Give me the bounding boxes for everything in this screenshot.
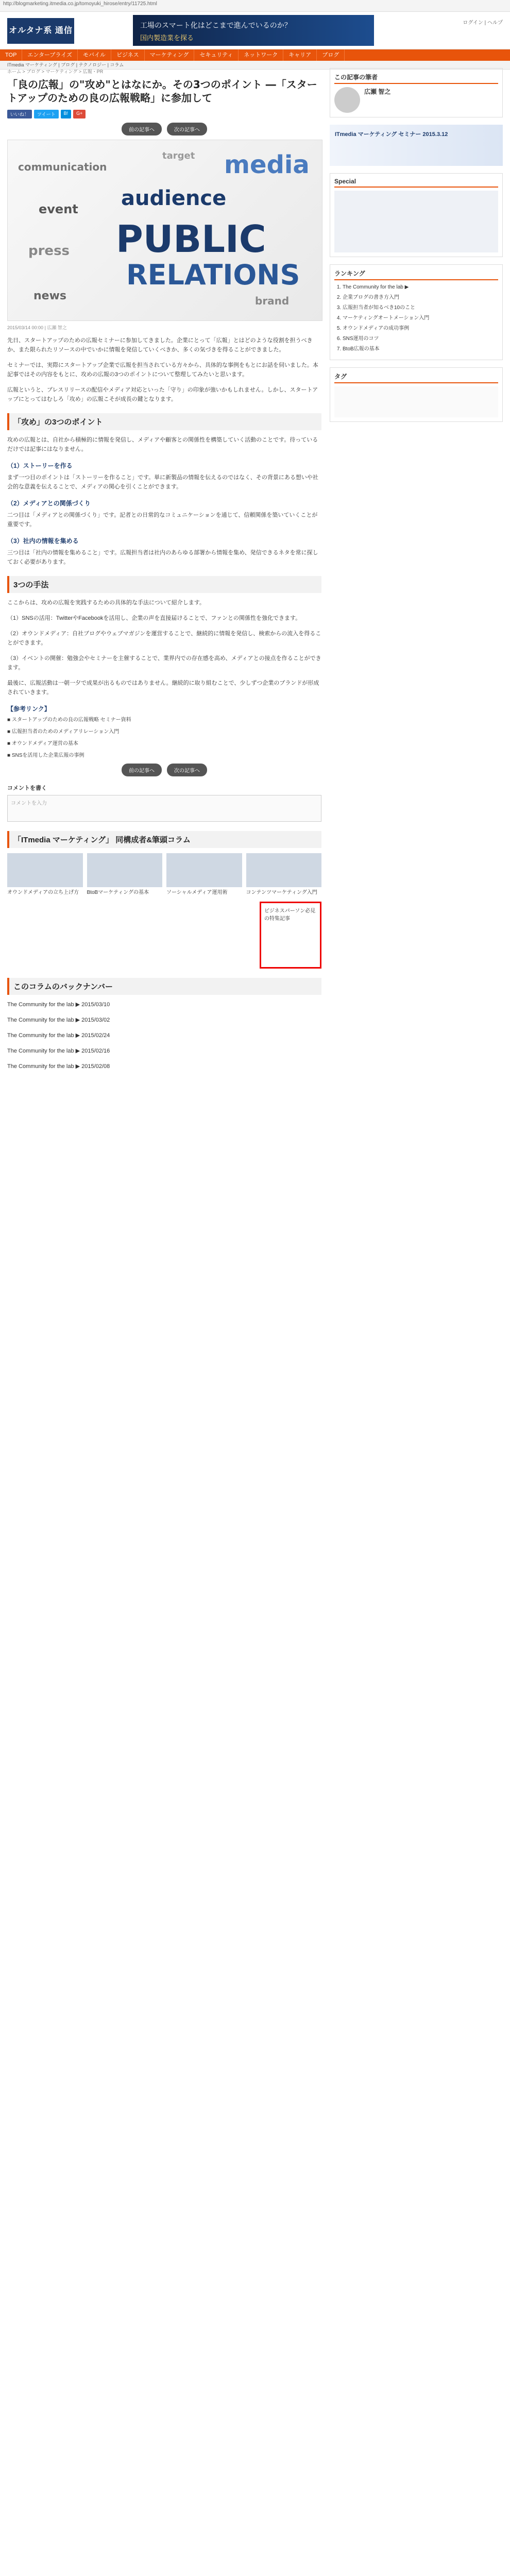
hero-word: news <box>33 290 67 302</box>
tags-box <box>330 367 503 422</box>
url-text: http://blogmarketing.itmedia.co.jp/tomoyuki_hirose/entry/11725.html <box>3 1 157 7</box>
twitter-share-button[interactable]: ツイート <box>34 110 59 118</box>
hero-word: audience <box>121 187 227 210</box>
reference-link[interactable]: ■ スタートアップのための良の広報戦略 セミナー資料 <box>7 717 131 723</box>
header-banner[interactable] <box>133 15 374 46</box>
body-paragraph: セミナーでは、実際にスタートアップ企業で広報を担当されている方々から、具体的な事例をもとにお話を伺いました。本記事ではその内容をもとに、攻めの広報の3つのポイントについて整理してみたいと思います。 <box>7 362 318 378</box>
avatar <box>334 87 360 113</box>
subsection-heading: （1）ストーリーを作る <box>7 462 73 469</box>
nav-item[interactable]: セキュリティ <box>194 49 239 61</box>
reference-link[interactable]: ■ 広報担当者のためのメディアリレーション入門 <box>7 729 120 735</box>
site-logo[interactable]: オルタナ系 通信 <box>7 18 74 44</box>
related-grid <box>7 853 321 896</box>
highlighted-promo-box[interactable]: ビジネスパーソン必見の特集記事 <box>260 902 321 969</box>
reference-link[interactable]: ■ SNSを活用した企業広報の事例 <box>7 753 84 758</box>
body-paragraph: 先日、スタートアップのための広報セミナーに参加してきました。企業にとって「広報」とはどのような役割を担うべきか、また限られたリソースの中でいかに情報を発信していくべきか、多くの気づきを得ることができました。 <box>7 337 313 353</box>
related-heading: 「ITmedia マーケティング」 同構成者&筆頭コラム <box>7 831 321 848</box>
nav-item[interactable]: TOP <box>0 49 22 61</box>
related-thumbnail <box>7 853 83 887</box>
related-card[interactable] <box>166 853 242 896</box>
related-card[interactable] <box>87 853 163 896</box>
nav-item[interactable]: マーケティング <box>145 49 195 61</box>
section-heading: 3つの手法 <box>7 576 321 593</box>
reference-link[interactable]: ■ オウンドメディア運営の基本 <box>7 741 78 747</box>
body-paragraph: ここからは、攻めの広報を実践するための具体的な手法について紹介します。 <box>7 600 205 606</box>
comment-input[interactable]: コメントを入力 <box>7 795 321 822</box>
body-paragraph: （1）SNSの活用：TwitterやFacebookを活用し、企業の声を直接届けることで、ファンとの関係性を強化できます。 <box>7 615 301 621</box>
next-article-button[interactable]: 次の記事へ <box>167 123 207 135</box>
references-heading: 【参考リンク】 <box>7 705 50 713</box>
author-name[interactable]: 広瀬 智之 <box>364 88 391 95</box>
nav-item[interactable]: モバイル <box>78 49 111 61</box>
hero-word-cloud-image <box>7 140 322 321</box>
related-thumbnail <box>246 853 322 887</box>
profile-title: この記事の筆者 <box>334 73 498 84</box>
prev-article-button[interactable]: 前の記事へ <box>122 123 162 135</box>
related-title: オウンドメディアの立ち上げ方 <box>7 890 79 895</box>
main-nav <box>0 49 510 61</box>
hero-word: event <box>39 202 78 216</box>
ranking-item[interactable]: 2. 企業ブログの書き方入門 <box>343 294 498 302</box>
section-heading: 「攻め」の3つのポイント <box>7 413 321 430</box>
ranking-item[interactable]: 5. オウンドメディアの成功事例 <box>343 325 498 333</box>
article-nav-top <box>7 123 321 135</box>
special-box <box>330 173 503 257</box>
comment-label: コメントを書く <box>7 785 47 791</box>
hero-word: PUBLIC <box>116 217 266 261</box>
sub-nav[interactable]: ITmedia マーケティング | ブログ | テクノロジー | コラム <box>0 61 510 70</box>
back-number-item[interactable]: The Community for the lab ▶ 2015/02/08 <box>7 1063 110 1070</box>
ranking-item[interactable]: 1. The Community for the lab ▶ <box>343 283 498 292</box>
ranking-item[interactable]: 3. 広報担当者が知るべき10のこと <box>343 304 498 312</box>
share-bar <box>7 110 321 118</box>
nav-item[interactable]: ネットワーク <box>239 49 283 61</box>
site-header <box>0 12 510 49</box>
related-title: コンテンツマーケティング入門 <box>246 890 317 895</box>
seminar-banner[interactable]: ITmedia マーケティング セミナー 2015.3.12 <box>330 125 503 166</box>
ranking-list <box>334 283 498 353</box>
back-number-item[interactable]: The Community for the lab ▶ 2015/03/10 <box>7 1002 110 1008</box>
subsection-heading: （2）メディアとの関係づくり <box>7 500 91 507</box>
ranking-box <box>330 264 503 360</box>
body-paragraph: 攻めの広報とは、自社から積極的に情報を発信し、メディアや顧客との関係性を構築していく活動のことです。待っているだけでは記事にはなりません。 <box>7 437 318 452</box>
body-paragraph: 広報というと、プレスリリースの配信やメディア対応といった「守り」の印象が強いかもしれません。しかし、スタートアップにとってはむしろ「攻め」の広報こそが成長の鍵となります。 <box>7 387 318 402</box>
subsection-heading: （3）社内の情報を集める <box>7 537 79 545</box>
article-meta: 2015/03/14 00:00 | 広瀬 智之 <box>7 325 67 330</box>
hero-word: brand <box>255 295 290 307</box>
banner-line2: 国内製造業を探る <box>140 34 194 42</box>
reference-links <box>7 704 321 759</box>
related-thumbnail <box>166 853 242 887</box>
tags-area[interactable] <box>334 386 498 417</box>
body-paragraph: 三つ目は「社内の情報を集めること」です。広報担当者は社内のあらゆる部署から情報を集め、発信できるネタを常に探しておく必要があります。 <box>7 550 318 565</box>
hatena-bookmark-button[interactable]: B! <box>61 110 72 118</box>
sidebar <box>330 68 503 429</box>
url-bar <box>0 0 510 12</box>
author-profile <box>330 68 503 117</box>
nav-item[interactable]: ブログ <box>317 49 345 61</box>
body-paragraph: まず一つ目のポイントは「ストーリーを作ること」です。単に新製品の情報を伝えるのではなく、その背景にある想いや社会的な意義を伝えることで、メディアの関心を引くことができます。 <box>7 474 318 490</box>
promo-row <box>7 902 321 969</box>
ranking-item[interactable]: 6. SNS運用のコツ <box>343 335 498 343</box>
ranking-item[interactable]: 7. BtoB広報の基本 <box>343 345 498 353</box>
special-title: Special <box>334 178 498 188</box>
next-article-button[interactable]: 次の記事へ <box>167 764 207 776</box>
main-content <box>7 68 321 1077</box>
related-card[interactable] <box>246 853 322 896</box>
back-number-item[interactable]: The Community for the lab ▶ 2015/02/16 <box>7 1048 110 1054</box>
special-image[interactable] <box>334 191 498 252</box>
nav-item[interactable]: エンタープライズ <box>22 49 78 61</box>
related-thumbnail <box>87 853 163 887</box>
tags-title: タグ <box>334 372 498 383</box>
body-paragraph: （3）イベントの開催：勉強会やセミナーを主催することで、業界内での存在感を高め、メディアとの接点を作ることができます。 <box>7 655 321 671</box>
hero-word: RELATIONS <box>126 259 300 291</box>
ranking-item[interactable]: 4. マーケティングオートメーション入門 <box>343 314 498 323</box>
header-links[interactable]: ログイン | ヘルプ <box>463 20 503 26</box>
banner-line1: 工場のスマート化はどこまで進んでいるのか？ <box>140 21 292 29</box>
facebook-share-button[interactable]: いいね！ <box>7 110 32 118</box>
hero-word: press <box>28 243 70 259</box>
back-number-item[interactable]: The Community for the lab ▶ 2015/02/24 <box>7 1032 110 1039</box>
hero-word: communication <box>18 161 107 173</box>
google-plus-button[interactable]: G+ <box>73 110 86 118</box>
hero-word: target <box>162 150 195 161</box>
nav-item[interactable]: ビジネス <box>111 49 145 61</box>
related-card[interactable] <box>7 853 83 896</box>
ranking-title: ランキング <box>334 269 498 280</box>
body-paragraph: （2）オウンドメディア：自社ブログやウェブマガジンを運営することで、継続的に情報を発信し、検索からの流入を得ることができます。 <box>7 631 321 646</box>
breadcrumb[interactable]: ホーム > ブログ > マーケティング > 広報・PR <box>7 69 104 74</box>
article-nav-bottom <box>7 764 321 776</box>
body-paragraph: 最後に、広報活動は一朝一夕で成果が出るものではありません。継続的に取り組むことで、少しずつ企業のブランドが形成されていきます。 <box>7 680 319 696</box>
prev-article-button[interactable]: 前の記事へ <box>122 764 162 776</box>
body-paragraph: 二つ目は「メディアとの関係づくり」です。記者との日常的なコミュニケーションを通じて、信頼関係を築いていくことが重要です。 <box>7 512 318 528</box>
hero-word: media <box>224 150 310 179</box>
back-number-item[interactable]: The Community for the lab ▶ 2015/03/02 <box>7 1017 110 1023</box>
nav-item[interactable]: キャリア <box>283 49 317 61</box>
related-title: BtoBマーケティングの基本 <box>87 890 149 895</box>
related-title: ソーシャルメディア運用術 <box>166 890 228 895</box>
article-title: 「良の広報」の"攻め"とはなにか。その3つのポイント ―「スタートアップのための良の広報戦略」に参加して <box>7 78 317 104</box>
back-number-heading: このコラムのバックナンバー <box>7 978 321 995</box>
